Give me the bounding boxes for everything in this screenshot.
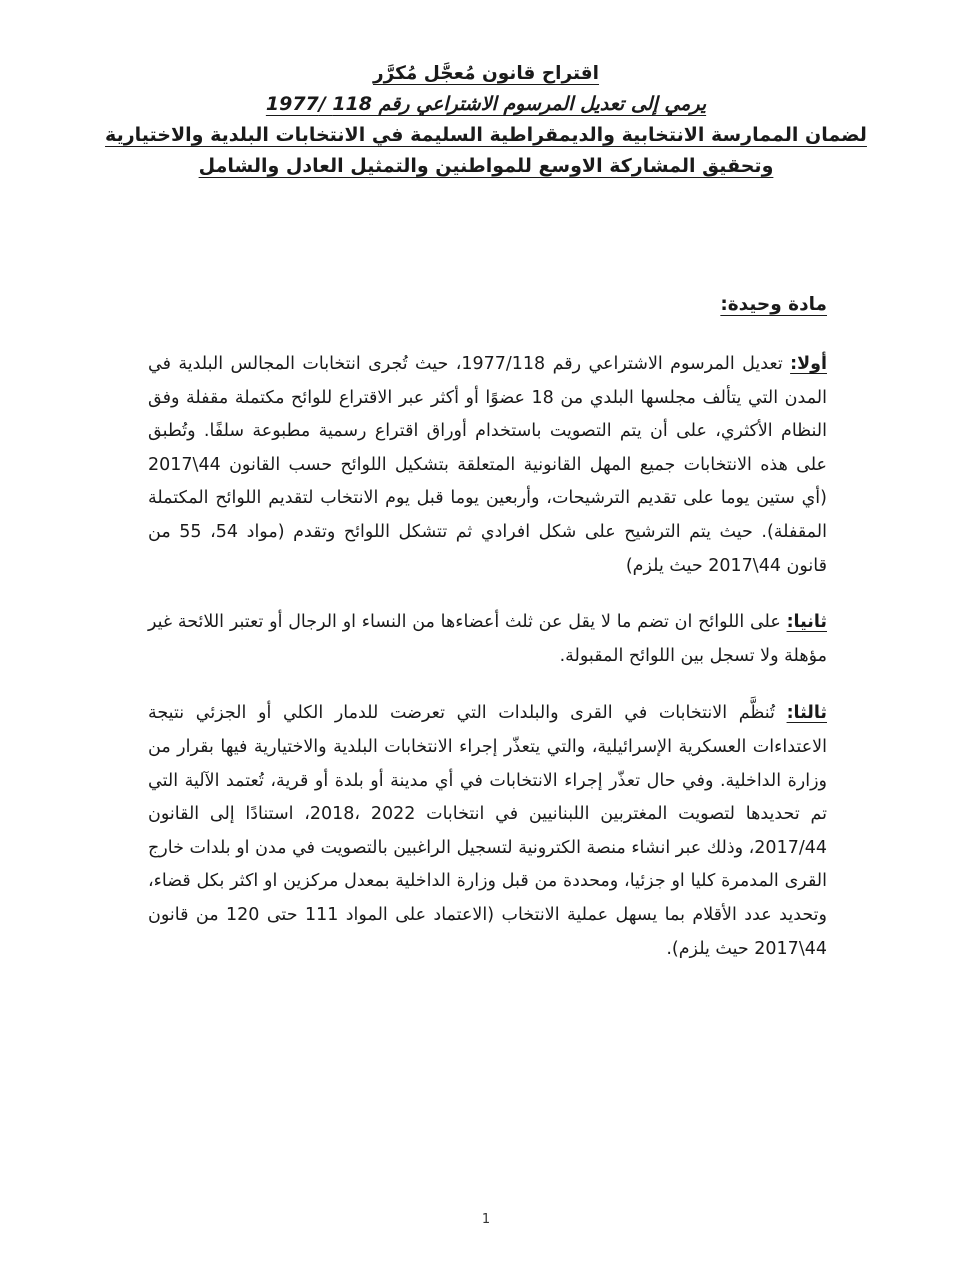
section-heading: مادة وحيدة: [720,294,827,315]
article-third-lead: ثالثا: [786,703,827,724]
article-third-text: تُنظَّم الانتخابات في القرى والبلدات التي تعرضت للدمار الكلي أو الجزئي نتيجة الاعتداءات العسكرية الإسرائيلية، والتي يتعذّر إجراء الانتخابات البلدية والاختيارية فيها بقرار من وزارة الداخلية. وفي حال تعذّر إجراء الانتخابات في أي مدينة أو بلدة أو قرية، تُعتمد الآلية التي تم تحديدها لتصويت المغتربين اللبنانيين في انتخابات 2022 ،2018، استنادًا إلى القانون 2017/44، وذلك عبر انشاء منصة الكترونية لتسجيل الراغبين بالتصويت في مدن او بلدات خارج القرى المدمرة كليا او جزئيا، ومحددة من قبل وزارة الداخلية بمعدل مركزين او اكثر بكل قضاء، وتحديد عدد الأقلام بما يسهل عملية الانتخاب (الاعتماد على المواد 111 حتى 120 من قانون 44\2017 حيث يلزم). [148,703,828,959]
article-second-lead: ثانيا: [786,612,827,633]
document-title-block [60,58,912,182]
document-subtitle: يرمي إلى تعديل المرسوم الاشتراعي رقم 118 /1977 [265,93,707,115]
document-purpose-line-1: لضمان الممارسة الانتخابية والديمقراطية السليمة في الانتخابات البلدية والاختيارية [105,124,867,146]
article-second [148,606,827,673]
page-number: 1 [481,1212,491,1227]
document-title: اقتراح قانون مُعجَّل مُكرَّر [372,63,600,84]
article-first [148,348,827,583]
article-second-text: على اللوائح ان تضم ما لا يقل عن ثلث أعضاءها من النساء او الرجال أو تعتبر اللائحة غير مؤهلة ولا تسجل بين اللوائح المقبولة. [148,612,827,666]
document-purpose-line-2: وتحقيق المشاركة الاوسع للمواطنين والتمثيل العادل والشامل [198,155,774,177]
article-first-text: تعديل المرسوم الاشتراعي رقم 1977/118، حيث تُجرى انتخابات المجالس البلدية في المدن التي يتألف مجلسها البلدي من 18 عضوًا أو أكثر عبر الاقتراع للوائح مكتملة مقفلة وفق النظام الأكثري، على أن يتم التصويت باستخدام أوراق اقتراع رسمية مطبوعة سلفًا. وتُطبق على هذه الانتخابات جميع المهل القانونية المتعلقة بتشكيل اللوائح حسب القانون 44\2017 (أي ستين يوما على تقديم الترشيحات، وأربعين يوما قبل يوم الانتخاب لتقديم اللوائح المكتملة المقفلة). حيث يتم الترشيح على شكل افرادي ثم تتشكل اللوائح وتقدم (مواد 54، 55 من قانون 44\2017 حيث يلزم) [148,354,828,576]
article-first-lead: أولا: [790,354,827,374]
document-body [148,348,827,966]
article-third [148,697,827,966]
